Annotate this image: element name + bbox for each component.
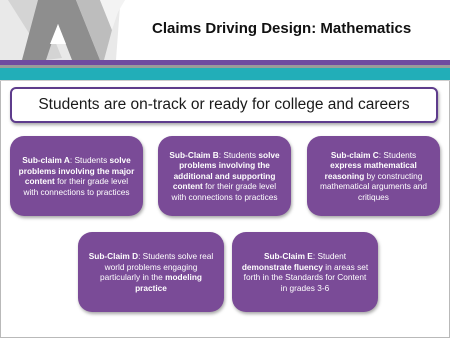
claim-emphasis: modeling practice bbox=[135, 272, 202, 293]
claim-label: Sub-Claim B bbox=[169, 149, 219, 160]
claim-text: : Students bbox=[378, 149, 417, 160]
claim-emphasis: solve problems involving the additional and supporting content bbox=[172, 149, 280, 192]
teal-divider bbox=[0, 68, 450, 80]
claim-text: by constructing mathematical arguments and critiques bbox=[320, 170, 427, 202]
thin-divider bbox=[0, 80, 450, 81]
goal-text: Students are on-track or ready for college and careers bbox=[38, 96, 410, 113]
claim-label: Sub-claim C bbox=[330, 149, 379, 160]
slide-header bbox=[0, 0, 450, 60]
claim-label: Sub-Claim E bbox=[263, 251, 313, 261]
claim-box-e bbox=[232, 232, 378, 312]
claim-label: Sub-claim A bbox=[22, 155, 70, 165]
claim-text: : Students bbox=[69, 155, 110, 165]
letter-a-logo-icon bbox=[0, 0, 130, 60]
claim-text: : Students bbox=[218, 149, 259, 160]
claim-emphasis: solve problems involving the major content bbox=[18, 155, 135, 186]
claim-text: : Student bbox=[312, 251, 347, 261]
claim-emphasis: demonstrate fluency bbox=[241, 261, 323, 272]
slide-title: Claims Driving Design: Mathematics bbox=[152, 20, 412, 37]
claim-text: for their grade level with connections to practices bbox=[23, 176, 130, 197]
claim-box-b bbox=[158, 136, 291, 216]
claim-emphasis: express mathematical reasoning bbox=[324, 160, 417, 181]
goal-box bbox=[10, 87, 438, 123]
claim-label: Sub-Claim D bbox=[88, 251, 139, 261]
claim-text: for their grade level with connections to practices bbox=[171, 181, 278, 202]
claim-box-d bbox=[78, 232, 224, 312]
claim-box-a bbox=[10, 136, 143, 216]
claim-text: in areas set forth in the Standards for Content in grades 3-6 bbox=[243, 261, 369, 293]
claim-text: : Students solve real world problems engaging particularly in the bbox=[100, 251, 214, 282]
claim-box-c bbox=[307, 136, 440, 216]
